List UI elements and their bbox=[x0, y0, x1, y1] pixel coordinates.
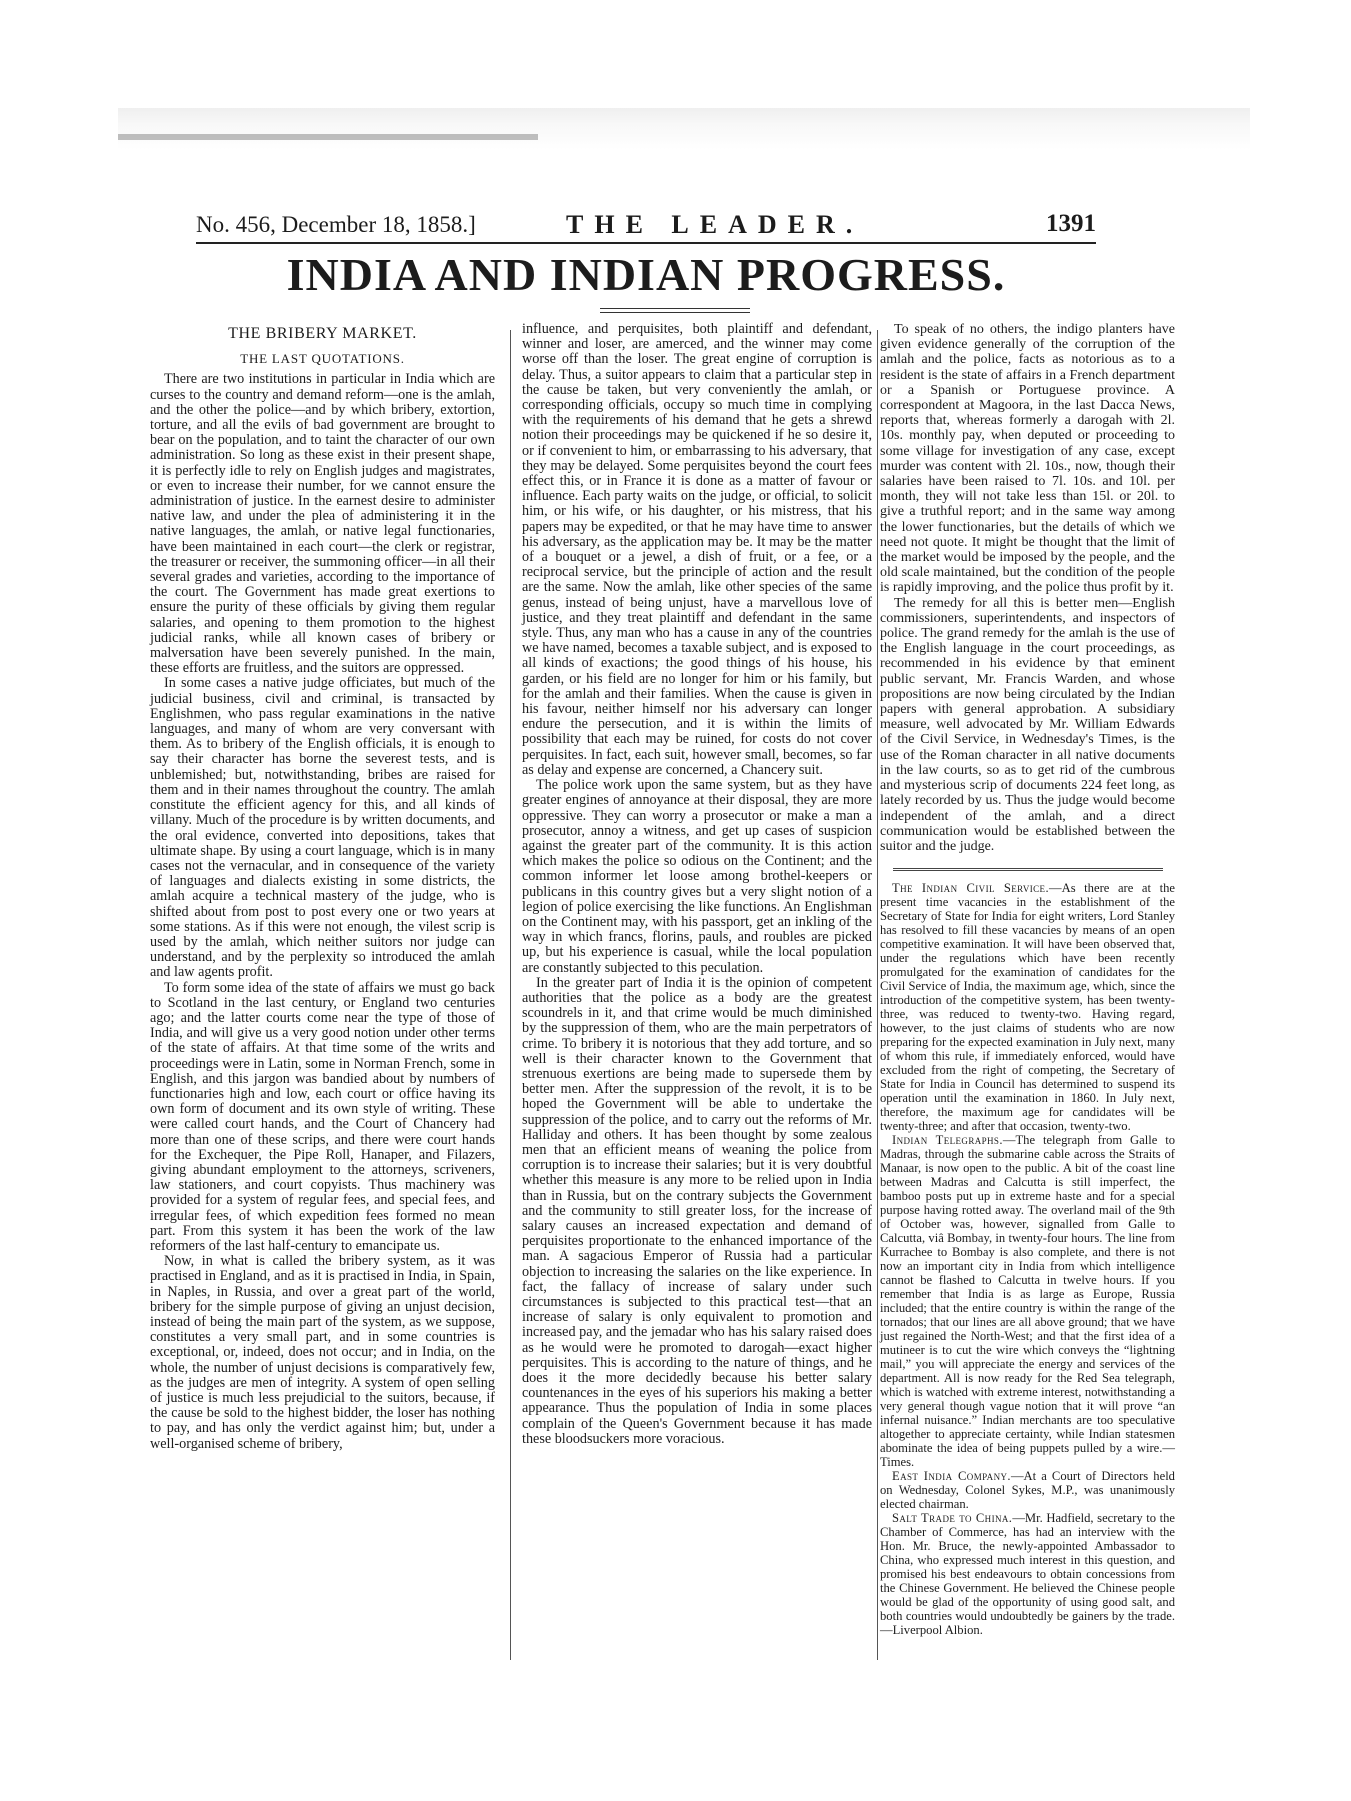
newspaper-name: THE LEADER. bbox=[566, 210, 864, 239]
article-subtitle: THE LAST QUOTATIONS. bbox=[240, 351, 405, 367]
note-heading: Salt Trade to China. bbox=[892, 1511, 1013, 1526]
article-title: THE BRIBERY MARKET. bbox=[228, 325, 417, 342]
scan-edge bbox=[118, 108, 1250, 150]
note-heading: The Indian Civil Service. bbox=[892, 881, 1049, 896]
column-divider bbox=[510, 330, 511, 1660]
title-rule bbox=[600, 308, 750, 309]
paragraph: influence, and perquisites, both plaintiff and defendant, winner and loser, are amerced, and the winner may come worse off than the loser. The great engine of corruption is delay. Thus, a suitor appears to claim that a particular step in the cause be taken, but very conveniently the amlah, or corresponding officials, occupy so much time in complying with the requirements of his demand that he gets a shrewd notion their proceedings may be quickened if he so desire it, or if convenient to him, or embarrassing to his adversary, that they may be delayed. Some perquisites beyond the court fees effect this, or in France it is done as a matter of favour or influence. Each party waits on the judge, or official, to solicit him, or his wife, or his daughter, or his mistress, that his papers may be expedited, or that he may have time to answer his adversary, as the application may be. It may be the matter of a bouquet or a jewel, a dish of fruit, or a fee, or a reciprocal service, but the principle of action and the result are the same. Now the amlah, like other species of the same genus, instead of being unjust, have a marvellous love of justice, and they treat plaintiff and defendant in the same style. Thus, any man who has a cause in any of the countries we have named, becomes a taxable subject, and is exposed to all kinds of exactions; the good things of his house, his garden, or his field are no longer for him or his family, but for the amlah and their families. When the cause is given in his favour, neither himself nor his adversary can longer endure the persecution, and it is within the limits of possibility that each may be ruined, for costs do not cover perquisites. In fact, each suit, however small, becomes, so far as delay and expense are concerned, a Chancery suit. bbox=[522, 321, 872, 778]
note-salt-trade bbox=[880, 1511, 1175, 1637]
note-body: —The telegraph from Galle to Madras, through the submarine cable across the Straits of Manaar, is now open to the public. A bit of the coast line between Madras and Calcutta is still imperfect, the bamboo posts put up in extreme haste and for a special purpose having rotted away. The overland mail of the 9th of October was, however, signalled from Galle to Calcutta, viâ Bombay, in twenty-four hours. The line from Kurrachee to Bombay is also complete, and there is not now an important city in India from which intelligence cannot be flashed to Calcutta in twelve hours. If you remember that India is as large as Europe, Russia included; that the entire country is within the range of the tornados; that our lines are all above ground; that we have just regained the North-West; and that the first idea of a mutineer is to cut the wire which conveys the “lightning mail,” you will appreciate the energy and services of the department. All is now ready for the Red Sea telegraph, which is watched with extreme interest, notwithstanding a very general though vague notion that it will prove “an infernal nuisance.” Indian merchants are too speculative altogether to appreciate certainty, while Indian statesmen abominate the idea of being puppets pulled by a wire.—Times. bbox=[880, 1133, 1175, 1470]
paragraph: There are two institutions in particular in India which are curses to the country and demand reform—one is the amlah, and the other the police—and by which bribery, extortion, torture, and all the evils of bad government are brought to bear on the population, and to taint the character of our own administration. So long as these exist in their present shape, it is perfectly idle to rely on English judges and magistrates, or even to increase their number, for we cannot ensure the administration of justice. In the earnest desire to administer native law, and under the plea of administering it in the native languages, the amlah, or native legal functionaries, have been maintained in each court—the clerk or registrar, the treasurer or receiver, the summoning officer—in all their several grades and varieties, according to the importance of the court. The Government has made great exertions to ensure the purity of these officials by giving them regular salaries, and opening to them promotion to the highest judicial ranks, while all known cases of bribery or malversation have been severely punished. In the main, these efforts are fruitless, and the suitors are oppressed. bbox=[150, 371, 495, 677]
paragraph: The police work upon the same system, but as they have greater engines of annoyance at their disposal, they are more oppressive. They can worry a prosecutor or make a man a prosecutor, annoy a witness, and get up cases of suspicion against the greater part of the community. It is this action which makes the police so odious on the Continent; and the common informer let loose among brothel-keepers or publicans in this country gives but a very slight notion of a legion of police exercising the like functions. An Englishman on the Continent may, with his passport, get an inkling of the way in which francs, florins, pauls, and roubles are picked up, but his experience is casual, while the local population are constantly subjected to this peculation. bbox=[522, 777, 872, 976]
note-civil-service bbox=[880, 881, 1175, 1133]
paragraph: To form some idea of the state of affairs we must go back to Scotland in the last century, or England two centuries ago; and the latter courts come near the type of those of India, and will give us a very good notion under other terms of the state of affairs. At that time some of the writs and proceedings were in Latin, some in Norman French, some in English, and this jargon was bandied about by numbers of functionaries high and low, each court or office having its own form of document and its own style of writing. These were called court hands, and the Court of Chancery had more than one of these scrips, and there were court hands for the Exchequer, the Pipe Roll, Hanaper, and Filazers, giving abundant employment to the attorneys, scriveners, law stationers, and court copyists. Thus machinery was provided for a system of regular fees, and special fees, and irregular fees, of which expedition fees formed no mean part. From this system it has been the work of the law reformers of the last half-century to emancipate us. bbox=[150, 979, 495, 1254]
section-title: INDIA AND INDIAN PROGRESS. bbox=[286, 249, 1006, 300]
note-heading: Indian Telegraphs. bbox=[892, 1133, 1003, 1148]
separator-rule bbox=[893, 868, 1163, 871]
page-number: 1391 bbox=[1046, 210, 1096, 237]
notes-section bbox=[880, 881, 1175, 1637]
column-3 bbox=[880, 322, 1175, 1637]
note-heading: East India Company. bbox=[892, 1469, 1011, 1484]
paragraph: In the greater part of India it is the opinion of competent authorities that the police as a body are the greatest scoundrels in it, and that crime would be much diminished by the suppression of them, who are the main perpetrators of crime. To bribery it is notorious that they add torture, and so well is their character known to the Government that strenuous exertions are being made to supersede them by better men. After the suppression of the revolt, it is to be hoped the Government will be able to undertake the suppression of the police, and to carry out the reforms of Mr. Halliday and others. It has been thought by some zealous men that an efficient means of weaning the police from corruption is to increase their salaries; but it is very doubtful whether this measure is any more to be relied upon in India than in Russia, but on the contrary subjects the Government and the community to still greater loss, for the increase of salary causes an increased expectation and demand of perquisites proportionate to the enhanced importance of the man. A sagacious Emperor of Russia had a particular objection to increasing the salaries on the like experience. In fact, the fallacy of increase of salary under such circumstances is subjected to this practical test—that an increase of salary is only equivalent to promotion and increased pay, and the jemadar who has his salary raised does as he would were he promoted to darogah—exact higher perquisites. This is according to the nature of things, and he does it the more decidedly because his better salary countenances in the eyes of his superiors his making a better appearance. Thus the population of India in some places complain of the Queen's Government because it has made these bloodsuckers more voracious. bbox=[522, 974, 872, 1447]
note-body: —Mr. Hadfield, secretary to the Chamber of Commerce, has had an interview with the Hon. Mr. Bruce, the newly-appointed Ambassador to China, who expressed much interest in this question, and promised his best endeavours to obtain concessions from the Chinese Government. He believed the Chinese people would be glad of the opportunity of using good salt, and both countries would undoubtedly be gainers by the trade.—Liverpool Albion. bbox=[880, 1511, 1175, 1638]
column-1 bbox=[150, 322, 495, 1452]
note-east-india-company bbox=[880, 1469, 1175, 1511]
paragraph: Now, in what is called the bribery system, as it was practised in England, and as it is practised in India, in Spain, in Naples, in Russia, and over a great part of the world, bribery for the simple purpose of giving an unjust decision, instead of being the main part of the system, as we suppose, constitutes a very small part, and in some countries is exceptional, or, indeed, does not occur; and in India, on the whole, the number of unjust decisions is comparatively few, as the judges are men of integrity. A system of open selling of justice is much less prejudicial to the suitors, because, if the cause be sold to the highest bidder, the loser has nothing to pay, and has only the verdict against him; but, under a well-organised scheme of bribery, bbox=[150, 1253, 495, 1452]
note-body: —At a Court of Directors held on Wednesday, Colonel Sykes, M.P., was unanimously elected chairman. bbox=[880, 1469, 1175, 1512]
column-2 bbox=[522, 322, 872, 1447]
issue-date: No. 456, December 18, 1858.] bbox=[196, 212, 476, 237]
paragraph: The remedy for all this is better men—English commissioners, superintendents, and inspectors of police. The grand remedy for the amlah is the use of the English language in the court proceedings, as recommended in his evidence by that eminent public servant, Mr. Francis Warden, and whose propositions are now being circulated by the Indian papers with general approbation. A subsidiary measure, well advocated by Mr. William Edwards of the Civil Service, in Wednesday's Times, is the use of the Roman character in all native documents in the law courts, so as to get rid of the cumbrous and mysterious scrip of documents 224 feet long, as lately recorded by us. Thus the judge would become independent of the amlah, and a direct communication would be established between the suitor and the judge. bbox=[880, 595, 1175, 854]
title-rule bbox=[600, 312, 750, 313]
column-divider bbox=[877, 330, 878, 1660]
paragraph: In some cases a native judge officiates, but much of the judicial business, civil and criminal, is transacted by Englishmen, who pass regular examinations in the native languages, and many of whom are very conversant with them. As to bribery of the English officials, it is enough to say their character has borne the severest tests, and is unblemished; but, notwithstanding, bribes are raised for them and in their names throughout the country. The amlah constitute the efficient agency for this, and all kinds of villany. Much of the procedure is by written documents, and the oral evidence, converted into depositions, takes that ultimate shape. By using a court language, which is in many cases not the vernacular, and in consequence of the variety of languages and dialects existing in some districts, the amlah acquire a technical mastery of the judge, who is shifted about from post to post every one or two years at some stations. As if this were not enough, the vilest scrip is used by the amlah, which neither suitors nor judge can understand, and by the perplexity so introduced the amlah and law agents profit. bbox=[150, 675, 495, 981]
masthead bbox=[196, 212, 1096, 244]
note-body: —As there are at the present time vacancies in the establishment of the Secretary of State for India for eight writers, Lord Stanley has resolved to fill these vacancies by means of an open competitive examination. It will have been observed that, under the regulations which have been recently promulgated for the examination of candidates for the Civil Service of India, the maximum age, which, since the introduction of the competitive system, has been twenty-three, was reduced to twenty-two. Having regard, however, to the just claims of students who are now preparing for the expected examination in July next, many of whom this rule, if immediately enforced, would have excluded from the right of competing, the Secretary of State for India in Council has determined to suspend its operation until the examination in 1860. In July next, therefore, the maximum age for candidates will be twenty-three; and after that occasion, twenty-two. bbox=[880, 881, 1175, 1134]
paragraph: To speak of no others, the indigo planters have given evidence generally of the corruption of the amlah and the police, facts as notorious as to a resident is the state of affairs in a French department or a Spanish or Portuguese province. A correspondent at Magoora, in the last Dacca News, reports that, whereas formerly a darogah with 2l. 10s. monthly pay, when deputed or proceeding to some village for investigation of any case, except murder was content with 2l. 10s., now, though their salaries have been raised to 7l. 10s. and 10l. per month, they will not take less than 15l. or 20l. to give a truthful report; and in the same way among the lower functionaries, but the details of which we need not quote. It might be thought that the limit of the market would be imposed by the people, and the old scale maintained, but the condition of the people is rapidly improving, and the police thus profit by it. bbox=[880, 322, 1175, 596]
note-telegraphs bbox=[880, 1133, 1175, 1469]
